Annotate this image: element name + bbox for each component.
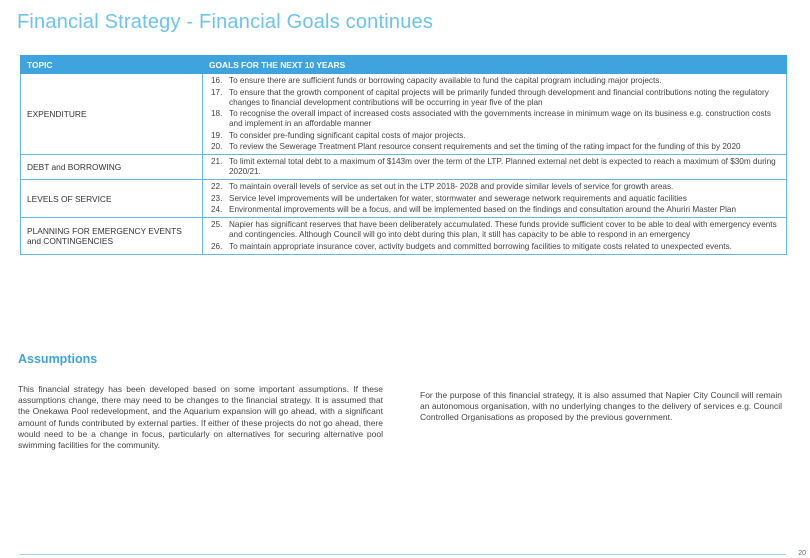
goal-number: 26.: [211, 241, 223, 251]
goal-number: 22.: [211, 182, 223, 191]
goal-text: To maintain appropriate insurance cover, activity budgets and committed borrowing facilities to mitigate costs related to unexpected events.: [229, 241, 732, 251]
goal-item: [211, 182, 780, 192]
goal-text: Service level improvements will be undertaken for water, stormwater and sewerage network requirements and aquatic facilities: [229, 193, 687, 203]
table-row: [21, 155, 787, 180]
topic-cell: LEVELS OF SERVICE: [21, 180, 203, 218]
goal-number: 16.: [211, 76, 223, 85]
goals-cell: [203, 74, 787, 155]
goal-item: [211, 157, 780, 177]
assumptions-heading: Assumptions: [18, 352, 98, 366]
assumptions-right-paragraph: For the purpose of this financial strategy, it is also assumed that Napier City Council will remain an autonomous organisation, with no underlying changes to the delivery of services e.g. Council Controlled Organisations as proposed by the previous government.: [420, 390, 782, 423]
assumptions-left-paragraph: This financial strategy has been developed based on some important assumptions. If these assumptions change, there may need to be changes to the financial strategy. It is assumed that the Onekawa Pool redevelopment, and the Aquarium expansion will go ahead, with a significant amount of funds contributed by external parties. If either of these projects do not go ahead, there would need to be a change in focus, particularly on alternatives for securing alternative pool swimming facilities for the community.: [18, 384, 383, 451]
table-body: [21, 74, 787, 255]
goal-text: Environmental improvements will be a focus, and will be implemented based on the findings and consultation around the Ahuriri Master Plan: [229, 205, 736, 214]
goals-cell: [203, 180, 787, 218]
goal-item: [211, 242, 780, 252]
goal-number: 19.: [211, 130, 223, 140]
goals-column-header: GOALS FOR THE NEXT 10 YEARS: [203, 56, 787, 74]
topic-cell: PLANNING FOR EMERGENCY EVENTS and CONTINGENCIES: [21, 218, 203, 255]
page-title: Financial Strategy - Financial Goals continues: [17, 11, 434, 33]
goal-item: [211, 194, 780, 204]
goals-cell: [203, 218, 787, 255]
goal-text: To consider pre-funding significant capital costs of major projects.: [229, 130, 466, 140]
goal-number: 24.: [211, 205, 223, 214]
topic-cell: EXPENDITURE: [21, 74, 203, 155]
goal-text: To ensure there are sufficient funds or borrowing capacity available to fund the capital program including major projects.: [229, 76, 662, 85]
financial-goals-table: [20, 55, 787, 255]
topic-column-header: TOPIC: [21, 56, 203, 74]
goal-text: To recognise the overall impact of increased costs associated with the governments increase in minimum wage on its business e.g. construction costs and implement in an affordable manner: [229, 109, 772, 128]
goal-number: 25.: [211, 220, 223, 229]
goal-number: 21.: [211, 157, 223, 166]
page-number: 20: [798, 550, 806, 557]
footer-divider: [20, 554, 786, 555]
goal-item: [211, 88, 780, 108]
table-row: [21, 74, 787, 155]
goal-item: [211, 220, 780, 240]
goal-item: [211, 76, 780, 86]
goal-item: [211, 205, 780, 215]
goal-text: To maintain overall levels of service as set out in the LTP 2018- 2028 and provide similar levels of service for growth areas.: [229, 182, 674, 191]
table-row: [21, 180, 787, 218]
topic-cell: DEBT and BORROWING: [21, 155, 203, 180]
goal-number: 17.: [211, 87, 223, 97]
goal-item: [211, 109, 780, 129]
goal-number: 18.: [211, 109, 223, 118]
goal-number: 23.: [211, 193, 223, 203]
table-header-row: [21, 56, 787, 74]
goal-text: Napier has significant reserves that have been deliberately accumulated. These funds provide sufficient cover to be able to deal with emergency events and contingencies. Although Council will go into debt during this plan, it still has capacity to be able to respond in an emergency: [229, 220, 777, 239]
goal-number: 20.: [211, 142, 223, 151]
goal-item: [211, 131, 780, 141]
goal-item: [211, 142, 780, 152]
goal-text: To ensure that the growth component of capital projects will be primarily funded through development and financial contributions noting the regulatory changes to financial development contributions will be occurring in year five of the plan: [229, 87, 769, 107]
goals-cell: [203, 155, 787, 180]
table-row: [21, 218, 787, 255]
goal-text: To review the Sewerage Treatment Plant resource consent requirements and set the timing of the rating impact for the funding of this by 2020: [229, 142, 741, 151]
goal-text: To limit external total debt to a maximum of $143m over the term of the LTP. Planned external net debt is expected to reach a maximum of $30m during 2020/21.: [229, 157, 776, 176]
